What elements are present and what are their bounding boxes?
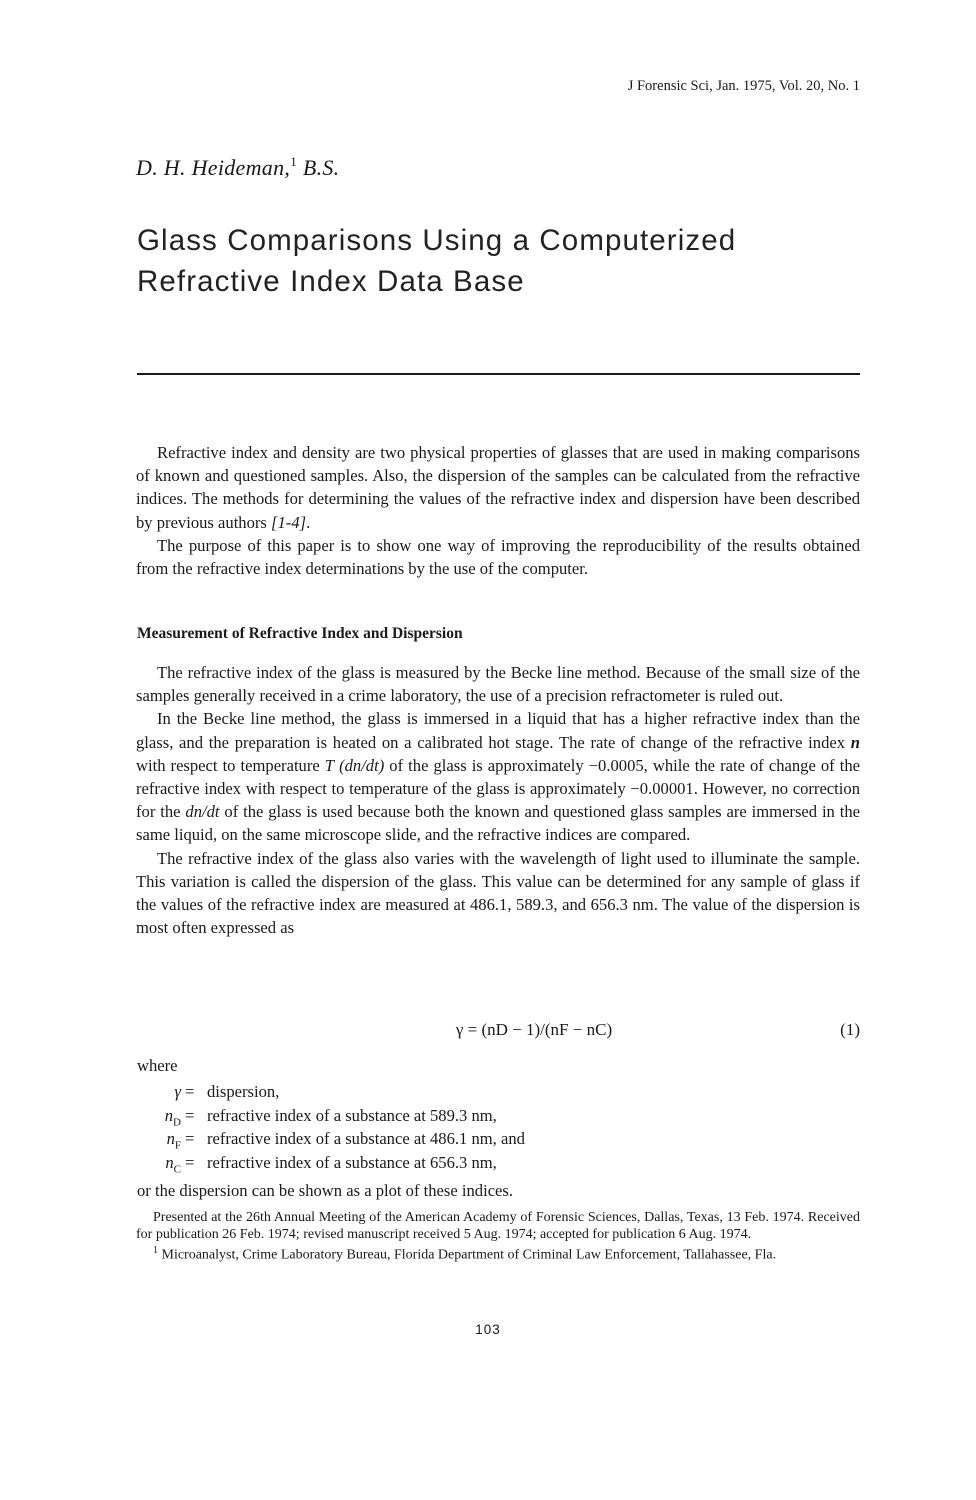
intro-reference: [1-4]: [271, 512, 307, 532]
p2-text-d: of the glass is used because both the known and questioned glass samples are immersed in the same liquid, on the same microscope slide, and the refractive indices are compared.: [136, 802, 861, 845]
title-divider: [137, 373, 860, 375]
author-footnote-mark: 1: [290, 154, 298, 169]
section-heading: Measurement of Refractive Index and Dispersion: [137, 625, 463, 642]
intro-paragraph-1: [136, 441, 860, 534]
definition-row: [137, 1106, 525, 1130]
footnote-presented: Presented at the 26th Annual Meeting of the American Academy of Forensic Sciences, Dallas, Texas, 13 Feb. 1974. Received for publication 26 Feb. 1974; revised manuscript received 5 Aug. 1974; accepted for publication 6 Aug. 1974.: [136, 1210, 860, 1242]
definition-text: dispersion,: [207, 1082, 280, 1101]
section-paragraph-1: The refractive index of the glass is measured by the Becke line method. Because of the small size of the samples generally received in a crime laboratory, the use of a precision refractometer is ruled out.: [136, 663, 860, 706]
title-line-1: Glass Comparisons Using a Computerized: [137, 224, 737, 257]
equals-sign: =: [185, 1105, 195, 1125]
section-paragraph-2: [136, 707, 860, 846]
equals-sign: =: [185, 1082, 195, 1101]
intro-p1-text: Refractive index and density are two physical properties of glasses that are used in making comparisons of known and questioned samples. Also, the dispersion of the samples can be calculated from the refractive indices. The methods for determining the values of the refractive index and dispersion have been described by previous authors: [136, 443, 860, 532]
dispersion-plot-note: or the dispersion can be shown as a plot of these indices.: [137, 1181, 514, 1200]
equals-sign: =: [185, 1152, 195, 1172]
definition-text: refractive index of a substance at 589.3 nm,: [207, 1105, 497, 1125]
p2-text-c: of the glass is approximately −0.0005, while the rate of change of the refractive index with respect to temperature of the glass is approximately −0.00001. However, no correction for the: [136, 755, 860, 822]
p2-symbol-T: T: [324, 755, 335, 775]
section-body: [136, 661, 860, 939]
intro-p1-end: .: [306, 512, 311, 532]
intro-paragraph-2: The purpose of this paper is to show one way of improving the reproducibility of the results obtained from the refractive index determinations by the use of the computer.: [136, 535, 860, 579]
journal-header: J Forensic Sci, Jan. 1975, Vol. 20, No. 1: [627, 78, 860, 94]
definition-symbol: $n_D$: [164, 1105, 181, 1128]
paper-title: [137, 220, 857, 302]
section-paragraph-3: The refractive index of the glass also varies with the wavelength of light used to illuminate the sample. This variation is called the dispersion of the glass. This value can be determined for any sample of glass if the values of the refractive index are measured at 486.1, 589.3, and 656.3 nm. The value of the dispersion is most often expressed as: [136, 848, 860, 938]
definition-row: [137, 1129, 525, 1153]
definition-symbol: $n_F$: [166, 1129, 181, 1152]
author-line: [136, 154, 339, 181]
definition-symbol: γ: [174, 1082, 181, 1101]
footnote-1-mark: 1: [153, 1245, 158, 1256]
p2-dndt-1: (dn/dt): [339, 755, 385, 775]
equation-formula: γ = (nD − 1)/(nF − nC): [455, 1020, 613, 1039]
definition-text: refractive index of a substance at 656.3 nm,: [207, 1152, 497, 1172]
p2-symbol-n: n: [850, 732, 860, 752]
author-name: D. H. Heideman,: [136, 155, 291, 180]
footnotes: [136, 1210, 860, 1264]
definition-row: [137, 1082, 525, 1106]
p2-text-a: In the Becke line method, the glass is immersed in a liquid that has a higher refractive index than the glass, and the preparation is heated on a calibrated hot stage. The rate of change of the refractive index: [136, 709, 860, 752]
where-label: where: [137, 1056, 178, 1075]
footnote-1: [136, 1243, 860, 1264]
equals-sign: =: [185, 1129, 195, 1148]
p2-text-b: with respect to temperature: [136, 755, 320, 775]
definition-text: refractive index of a substance at 486.1 nm, and: [207, 1129, 525, 1148]
definition-list: [137, 1082, 525, 1176]
p2-dndt-2: dn/dt: [185, 802, 220, 822]
equation-1: [136, 1020, 860, 1046]
definition-row: [137, 1153, 525, 1177]
footnote-1-text: Microanalyst, Crime Laboratory Bureau, Florida Department of Criminal Law Enforcement, Tallahassee, Fla.: [161, 1247, 777, 1263]
definition-symbol: $n_C$: [165, 1152, 181, 1175]
equation-number: (1): [840, 1020, 860, 1039]
introduction: [136, 441, 860, 580]
author-degree: B.S.: [302, 155, 340, 180]
page-number: 103: [475, 1322, 501, 1337]
title-line-2: Refractive Index Data Base: [137, 265, 525, 298]
